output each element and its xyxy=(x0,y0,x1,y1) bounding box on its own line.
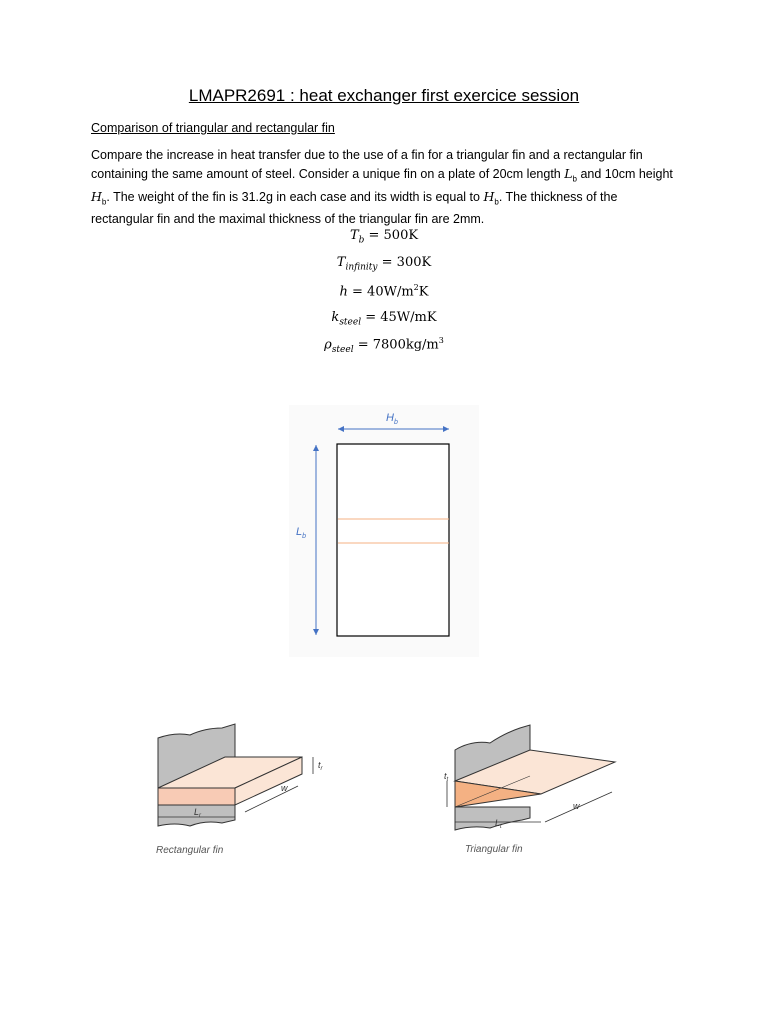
equation-rho-steel: $\rho_{steel} = 7800kg/m^3$ xyxy=(324,336,444,355)
tt-label: $t_t$ xyxy=(444,771,449,783)
hb-label: $H_b$ xyxy=(386,412,398,426)
equation-k-steel: $k_{steel} = 45W/mK$ xyxy=(331,310,437,328)
page-title: LMAPR2691 : heat exchanger first exercice session xyxy=(188,86,580,105)
equation-tinfinity: $T_{infinity} = 300K$ xyxy=(336,255,432,273)
w-label-rect: w xyxy=(281,783,288,793)
problem-statement: Compare the increase in heat transfer due to the use of a fin for a triangular fin and a rectangular fin containing the same amount of steel. Consider a unique fin on a plate of 20cm length $L_b$ and 10cm height $H_b$. The weight of the fin is 31.2g in each case and its width is equal to $H_b$. The thickness of the rectangular fin and the maximal thickness of the triangular fin are 2mm. xyxy=(91,148,673,226)
section-heading: Comparison of triangular and rectangular fin xyxy=(91,121,335,135)
rectangular-fin-caption: Rectangular fin xyxy=(156,845,224,856)
lt-label: $L_t$ xyxy=(495,818,502,830)
lr-label: $L_r$ xyxy=(194,807,202,819)
triangular-fin-caption: Triangular fin xyxy=(465,844,523,855)
equation-h: $h = 40W/m^2K$ xyxy=(339,283,429,300)
w-label-tri: w xyxy=(573,801,580,811)
lb-label: $L_b$ xyxy=(296,526,307,540)
equation-tb: $T_b = 500K$ xyxy=(349,228,419,246)
tr-label: $t_r$ xyxy=(318,760,323,772)
tri-fin-wall-base xyxy=(455,807,530,830)
